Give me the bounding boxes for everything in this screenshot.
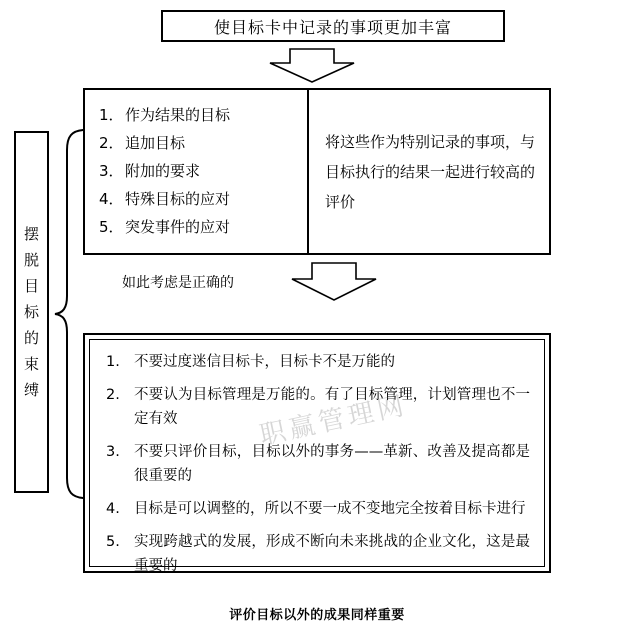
list-item [99,213,307,241]
left-label-char: 的 [23,329,39,347]
middle-panel [83,88,551,255]
watermark-text: 职赢管理网 [257,390,411,452]
list-item-label: 不要过度迷信目标卡，目标卡不是万能的 [134,354,395,370]
list-item-number: 1. [106,354,120,370]
left-label-char: 目 [23,277,39,295]
list-item-number: 5. [106,534,120,550]
list-item-number: 5． [99,218,124,236]
list-item-label: 不要只评价目标，目标以外的事务——革新、改善及提高都是很重要的 [134,444,530,484]
arrow-down-icon-2 [290,262,378,302]
bottom-panel [83,333,551,573]
left-label-char: 束 [23,355,39,373]
list-item [99,185,307,213]
list-item-number: 1． [99,106,124,124]
list-item-label: 特殊目标的应对 [125,190,231,208]
bottom-list [106,350,530,578]
middle-right-text-cell [309,90,549,253]
list-item-label: 作为结果的目标 [125,106,231,124]
list-item [106,440,530,488]
arrow-down-icon-1 [268,48,356,84]
middle-right-text: 将这些作为特别记录的事项，与目标执行的结果一起进行较高的评价 [325,132,536,211]
list-item-label: 实现跨越式的发展，形成不断向未来挑战的企业文化，这是最重要的 [134,534,530,574]
title-box [161,10,505,42]
list-item-number: 2. [106,387,120,403]
list-item [106,497,530,521]
list-item-label: 附加的要求 [125,162,201,180]
left-label-char: 摆 [23,225,39,243]
left-label-char: 缚 [23,381,39,399]
list-item-number: 4． [99,190,124,208]
list-item-label: 不要认为目标管理是万能的。有了目标管理，计划管理也不一定有效 [134,387,530,427]
list-item [106,383,530,431]
bottom-panel-inner [89,339,545,574]
title-text: 使目标卡中记录的事项更加丰富 [213,17,452,37]
left-vertical-label-box [14,131,49,493]
list-item-label: 追加目标 [125,134,186,152]
list-item [99,129,307,157]
list-item-number: 4. [106,501,120,517]
list-item-label: 突发事件的应对 [125,218,231,236]
list-item-label: 目标是可以调整的，所以不要一成不变地完全按着目标卡进行 [134,501,526,517]
left-vertical-label-text [16,133,47,491]
list-item [99,101,307,129]
list-item [99,157,307,185]
left-label-char: 标 [23,303,39,321]
middle-caption: 如此考虑是正确的 [122,275,234,291]
list-item [106,530,530,578]
list-item [106,350,530,374]
curly-brace-icon [52,128,86,500]
footer-caption: 评价目标以外的成果同样重要 [229,608,405,623]
list-item-number: 2． [99,134,124,152]
list-item-number: 3． [99,162,124,180]
left-label-char: 脱 [23,251,39,269]
list-item-number: 3. [106,444,120,460]
middle-left-list [85,90,307,253]
